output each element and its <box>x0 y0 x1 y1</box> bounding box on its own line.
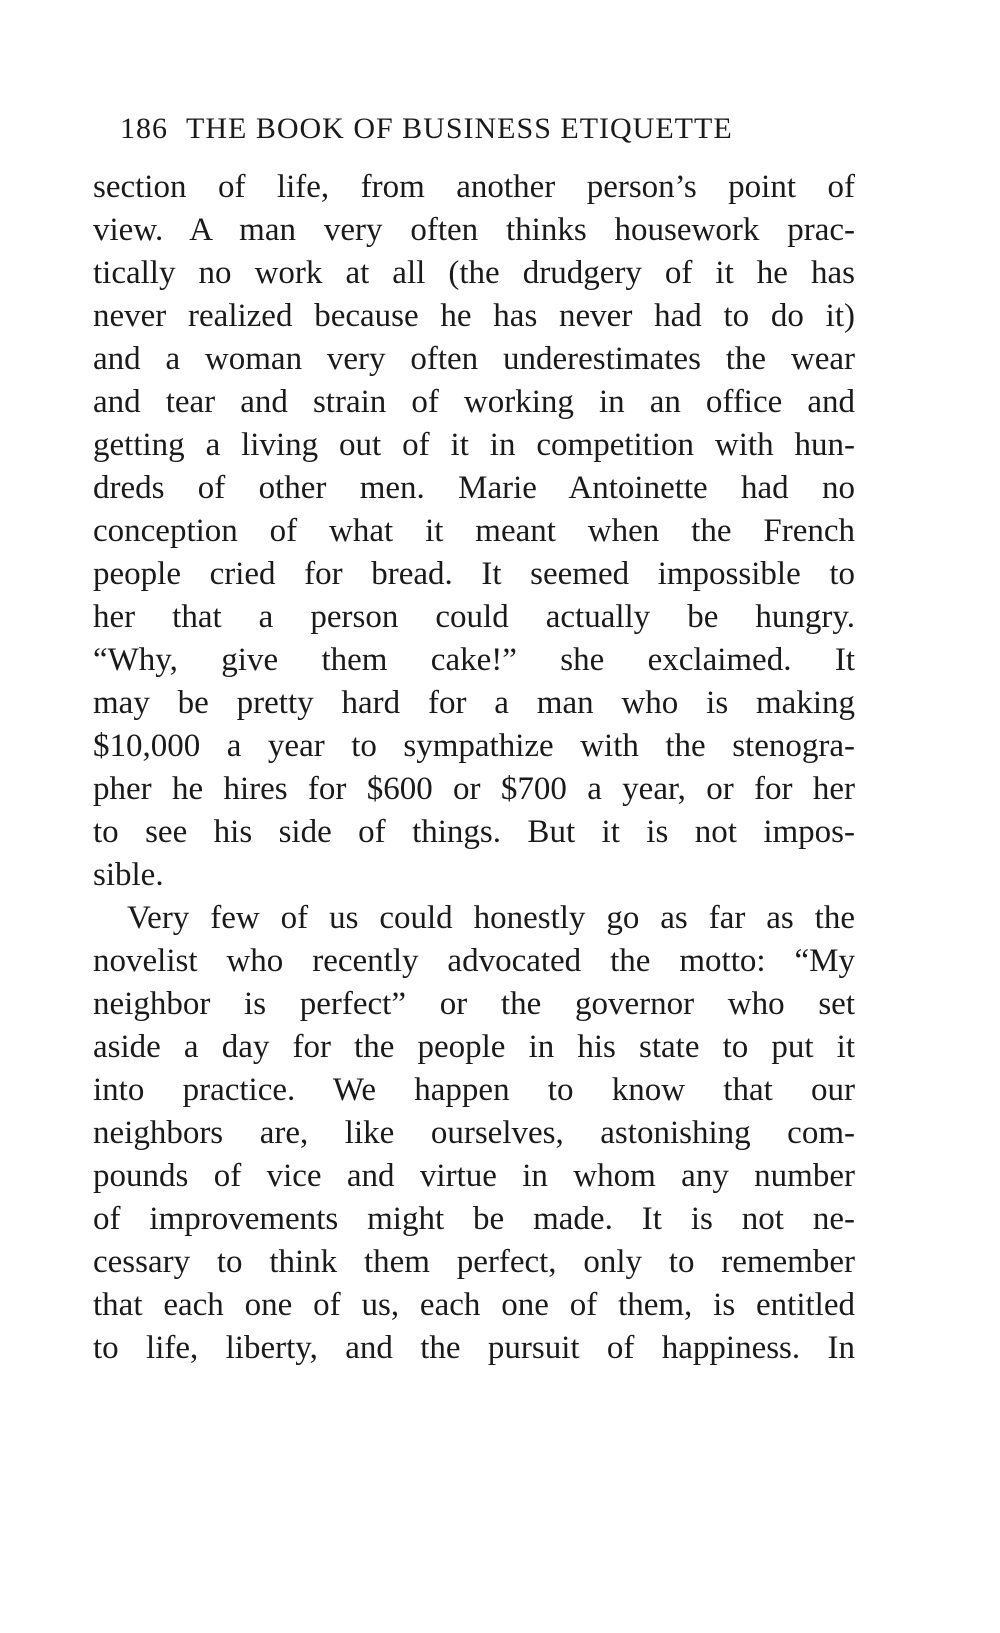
text-line: conception of what it meant when the French <box>93 513 855 549</box>
text-line: cessary to think them perfect, only to remember <box>93 1244 855 1280</box>
text-line: may be pretty hard for a man who is making <box>93 685 855 721</box>
text-line: getting a living out of it in competition with hun- <box>93 427 855 463</box>
text-line: view. A man very often thinks housework prac- <box>93 212 855 248</box>
text-line: tically no work at all (the drudgery of it he has <box>93 255 855 291</box>
text-line: to see his side of things. But it is not impos- <box>93 814 855 850</box>
text-line: that each one of us, each one of them, is entitled <box>93 1287 855 1323</box>
paragraph-2 <box>93 897 855 1370</box>
text-line: into practice. We happen to know that our <box>93 1072 855 1108</box>
text-line: neighbor is perfect” or the governor who set <box>93 986 855 1022</box>
running-head <box>120 112 880 146</box>
text-line: Very few of us could honestly go as far as the <box>127 900 855 936</box>
page-number: 186 <box>120 112 168 145</box>
paragraph-1 <box>93 166 855 897</box>
text-line: and tear and strain of working in an office and <box>93 384 855 420</box>
text-line: neighbors are, like ourselves, astonishing com- <box>93 1115 855 1151</box>
text-line: her that a person could actually be hungry. <box>93 599 855 635</box>
text-line: dreds of other men. Marie Antoinette had no <box>93 470 855 506</box>
text-line: of improvements might be made. It is not ne- <box>93 1201 855 1237</box>
text-line: “Why, give them cake!” she exclaimed. It <box>93 642 855 678</box>
body-text <box>93 166 855 1370</box>
text-line: people cried for bread. It seemed impossible to <box>93 556 855 592</box>
text-line: $10,000 a year to sympathize with the stenogra- <box>93 728 855 764</box>
text-line: sible. <box>93 857 164 893</box>
text-line: section of life, from another person’s point of <box>93 169 855 205</box>
text-line: novelist who recently advocated the motto: “My <box>93 943 855 979</box>
text-line: and a woman very often underestimates the wear <box>93 341 855 377</box>
text-line: aside a day for the people in his state to put it <box>93 1029 855 1065</box>
text-line: pounds of vice and virtue in whom any number <box>93 1158 855 1194</box>
text-line: never realized because he has never had to do it) <box>93 298 855 334</box>
text-line: to life, liberty, and the pursuit of happiness. In <box>93 1330 855 1366</box>
book-title: THE BOOK OF BUSINESS ETIQUETTE <box>186 112 733 145</box>
text-line: pher he hires for $600 or $700 a year, or for her <box>93 771 855 807</box>
